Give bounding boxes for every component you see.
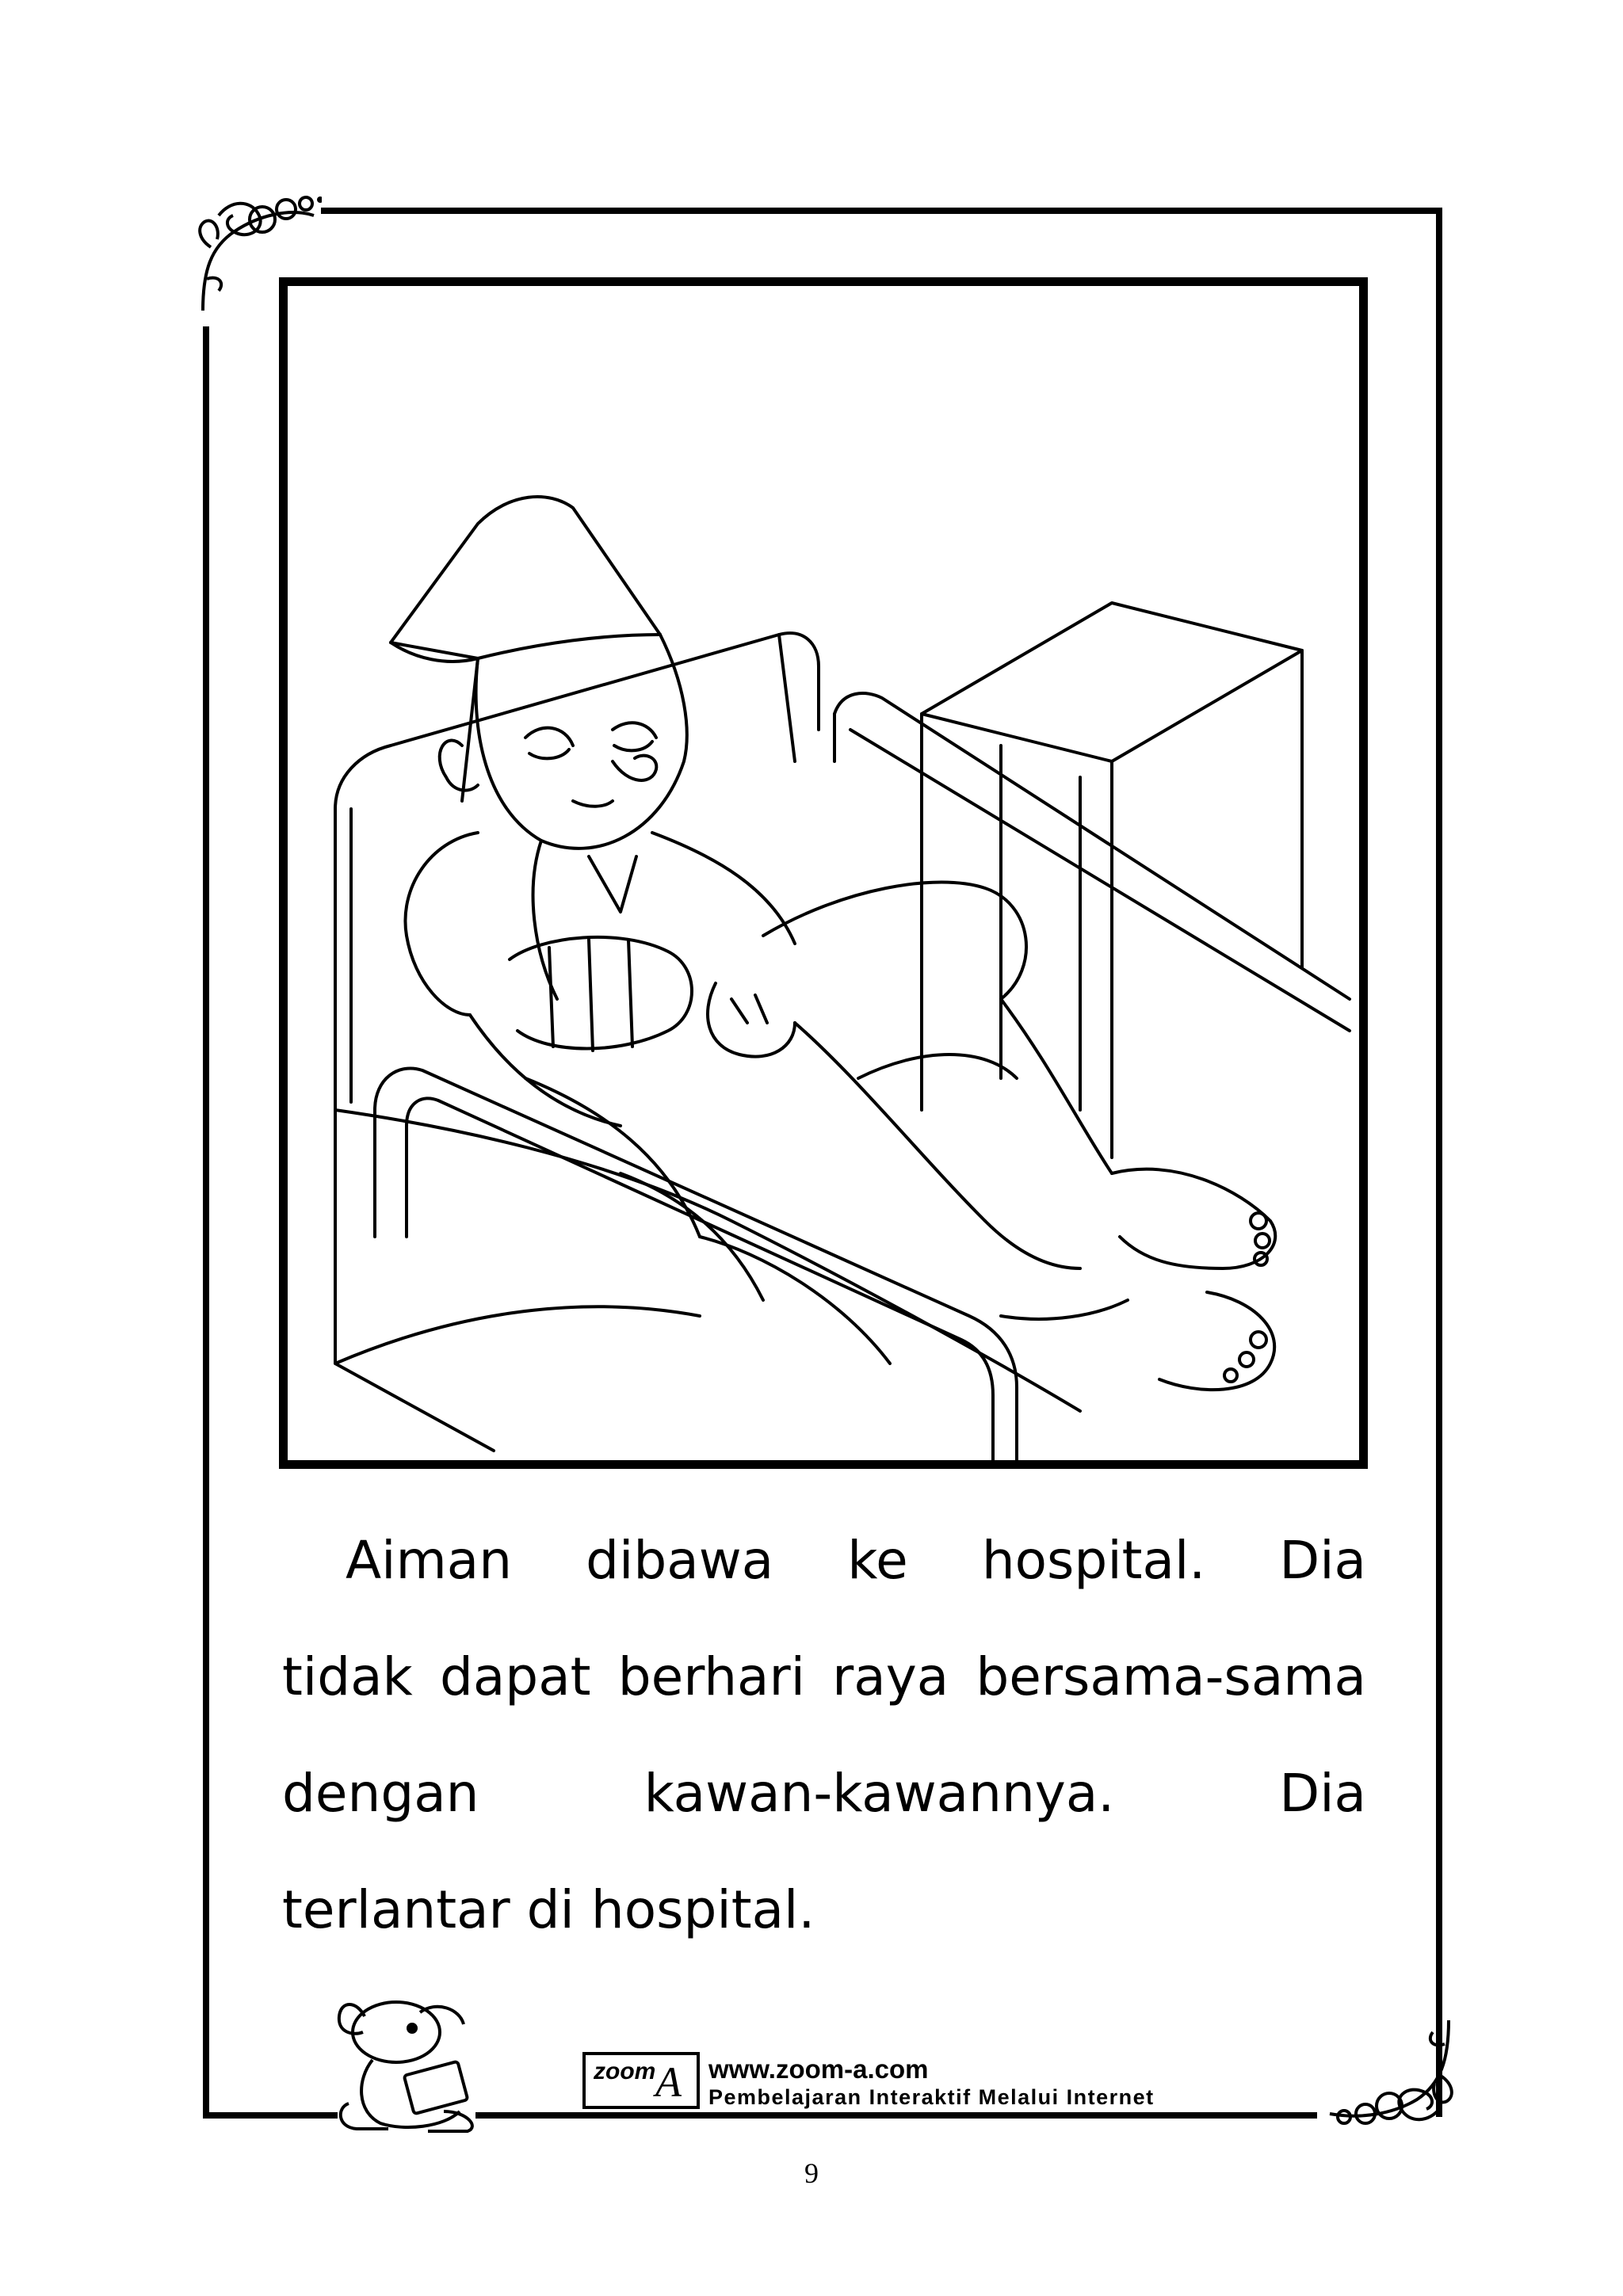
frame-border-bottom (475, 2112, 1317, 2119)
mascot-reading-icon (333, 1993, 483, 2135)
frame-border-left (203, 326, 209, 2119)
illustration-frame (279, 277, 1368, 1469)
boy-in-hospital-bed-illustration (288, 286, 1359, 1460)
zoom-a-logo-icon (582, 2052, 700, 2109)
logo-word: zoom (594, 2058, 656, 2084)
story-text (282, 1502, 1366, 1968)
frame-border-bottom-left (203, 2112, 338, 2119)
website-link[interactable]: www.zoom-a.com (708, 2054, 929, 2084)
story-line: tidak dapat berhari raya bersama-sama (282, 1646, 1366, 1707)
logo-letter: A (655, 2058, 682, 2106)
frame-border-right (1436, 208, 1442, 2117)
floral-corner-icon (1322, 2012, 1480, 2139)
tagline: Pembelajaran Interaktif Melalui Internet (708, 2085, 1155, 2109)
story-line: Aiman dibawa ke hospital. Dia (346, 1530, 1366, 1591)
frame-border-top (321, 208, 1442, 214)
story-line: dengan kawan-kawannya. Dia (282, 1763, 1366, 1824)
page-number: 9 (804, 2157, 819, 2189)
story-line: terlantar di hospital. (282, 1879, 815, 1940)
